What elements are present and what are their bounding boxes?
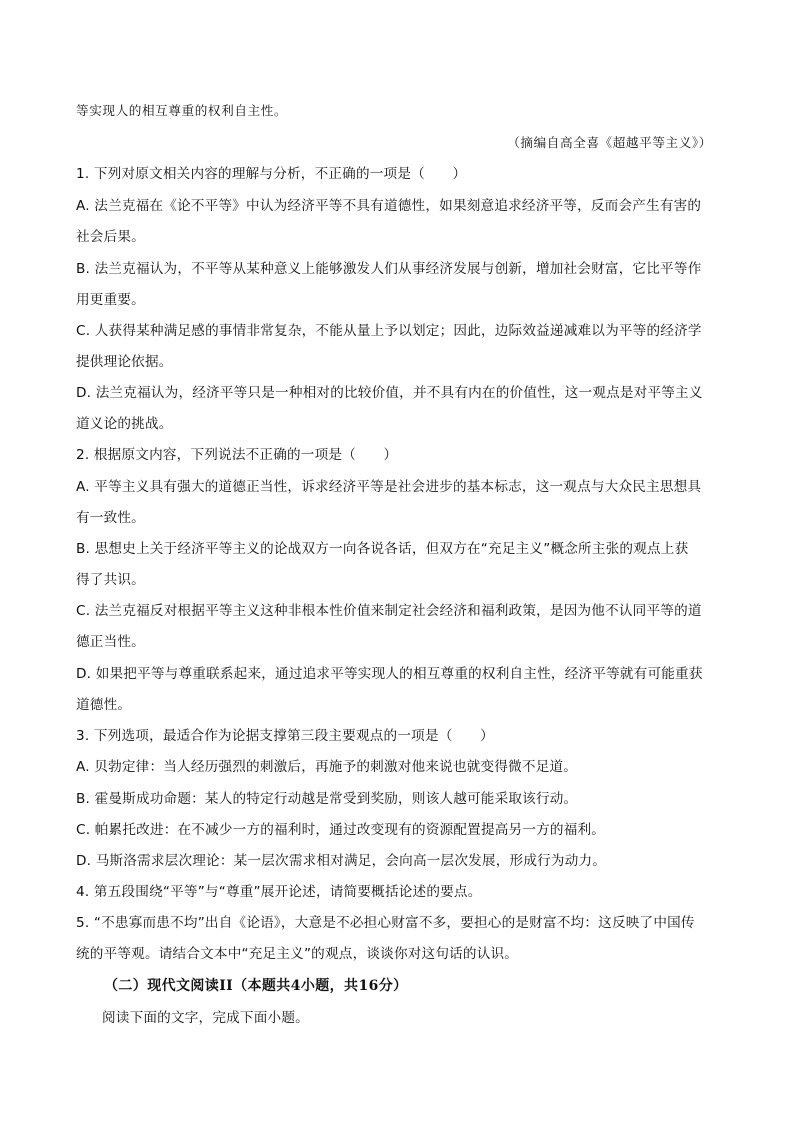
passage-tail: 等实现人的相互尊重的权利自主性。 [76, 103, 288, 118]
question-3-option-b: B. 霍曼斯成功命题：某人的特定行动越是常受到奖励，则该人越可能采取该行动。 [76, 791, 578, 807]
question-2-stem: 2. 根据原文内容，下列说法不正确的一项是（ ） [76, 447, 398, 463]
question-1-stem: 1. 下列对原文相关内容的理解与分析，不正确的一项是（ ） [76, 166, 467, 182]
question-3-option-d: D. 马斯洛需求层次理论：某一层次需求相对满足，会向高一层次发展，形成行为动力。 [76, 853, 607, 869]
passage-source: （摘编自高全喜《超越平等主义》） [507, 135, 712, 150]
question-2-option-c: C. 法兰克福反对根据平等主义这种非根本性价值来制定社会经济和福利政策，是因为他不认同平等的道 [76, 603, 702, 619]
question-2-option-a: A. 平等主义具有强大的道德正当性，诉求经济平等是社会进步的基本标志，这一观点与大众民主思想具 [76, 479, 702, 495]
question-1-option-b: B. 法兰克福认为，不平等从某种意义上能够激发人们从事经济发展与创新，增加社会财富，它比平等作 [76, 261, 702, 277]
question-4-stem: 4. 第五段围绕“平等”与“尊重”展开论述，请简要概括论述的要点。 [76, 884, 482, 900]
question-5-stem: 5. “不患寡而患不均”出自《论语》，大意是不必担心财富不多，要担心的是财富不均：这反映了中国传 [76, 915, 695, 931]
section-heading: （二）现代文阅读II（本题共4小题，共16分） [104, 978, 408, 994]
question-1-option-b-cont: 用更重要。 [76, 292, 145, 308]
question-1-option-c: C. 人获得某种满足感的事情非常复杂，不能从量上予以划定；因此，边际效益递减难以为平等的经济学 [76, 323, 702, 339]
question-2-option-a-cont: 有一致性。 [76, 510, 145, 526]
question-1-option-d: D. 法兰克福认为，经济平等只是一种相对的比较价值，并不具有内在的价值性，这一观点是对平等主义 [76, 385, 703, 401]
question-1-option-d-cont: 道义论的挑战。 [76, 416, 173, 432]
question-3-option-a: A. 贝勃定律：当人经历强烈的刺激后，再施予的刺激对他来说也就变得微不足道。 [76, 759, 578, 775]
question-2-option-d-cont: 道德性。 [76, 697, 132, 713]
section-instruction: 阅读下面的文字，完成下面小题。 [102, 1010, 309, 1026]
question-2-option-b-cont: 得了共识。 [76, 572, 145, 588]
question-1-option-a-cont: 社会后果。 [76, 229, 145, 245]
question-3-stem: 3. 下列选项，最适合作为论据支撑第三段主要观点的一项是（ ） [76, 728, 494, 744]
question-5-stem-cont: 统的平等观。请结合文本中“充足主义”的观点，谈谈你对这句话的认识。 [76, 946, 519, 962]
question-3-option-c: C. 帕累托改进：在不减少一方的福利时，通过改变现有的资源配置提高另一方的福利。 [76, 822, 606, 838]
question-2-option-d: D. 如果把平等与尊重联系起来，通过追求平等实现人的相互尊重的权利自主性，经济平等就有可能重获 [76, 666, 703, 682]
question-2-option-b: B. 思想史上关于经济平等主义的论战双方一向各说各话，但双方在“充足主义”概念所主张的观点上获 [76, 541, 689, 557]
question-1-option-a: A. 法兰克福在《论不平等》中认为经济平等不具有道德性，如果刻意追求经济平等，反而会产生有害的 [76, 198, 702, 214]
question-1-option-c-cont: 提供理论依据。 [76, 354, 173, 370]
question-2-option-c-cont: 德正当性。 [76, 634, 145, 650]
